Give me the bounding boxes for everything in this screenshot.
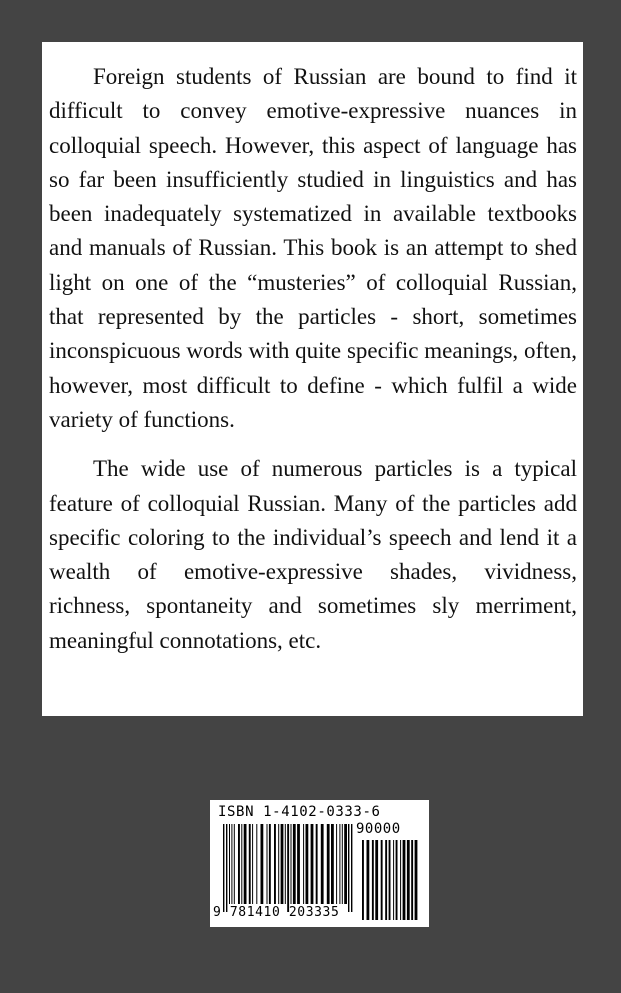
barcode-bar <box>342 824 343 904</box>
barcode-bar <box>316 824 318 904</box>
barcode-bar <box>231 824 232 904</box>
barcode-bar <box>234 824 235 904</box>
barcode-bar <box>411 840 413 920</box>
description-paragraph-2: The wide use of numerous particles is a typical feature of colloquial Russian. Many of the particles add specific coloring to the individual’s speech and lend it a wealth of emotive-expressive shades, vividness, richness, spontaneity and sometimes sly merriment, meaningful connotations, etc. <box>49 456 577 653</box>
barcode-bar <box>223 824 224 912</box>
barcode-bar <box>407 840 410 920</box>
barcode-bar <box>403 840 406 920</box>
barcode-bar <box>285 824 286 904</box>
barcode-bar <box>306 824 309 904</box>
barcode-bar <box>375 840 378 920</box>
barcode-bar <box>249 824 251 904</box>
barcode-bar <box>389 840 391 920</box>
barcode-bar <box>252 824 253 904</box>
barcode-bar <box>269 824 271 904</box>
barcode-bar <box>287 824 289 912</box>
description-paragraph-1: Foreign students of Russian are bound to find it difficult to convey emotive-expressive nuances in colloquial speech. However, this aspect of language has so far been insufficiently studied in linguistics and has been inadequately systematized in available textbooks and manuals of Russian. This book is an attempt to shed light on one of the “musteries” of colloquial Russian, that represented by the particles - short, sometimes inconspicuous words with quite specific meanings, often, however, most difficult to define - which fulfil a wide variety of functions. <box>49 64 577 432</box>
barcode-bar <box>311 824 314 904</box>
barcode-bar <box>344 824 347 904</box>
barcode-bar <box>229 824 230 904</box>
barcode-bar <box>281 824 284 904</box>
barcode-bar <box>303 824 304 904</box>
barcode-bar <box>339 824 340 904</box>
isbn-label: ISBN 1-4102-0333-6 <box>218 804 381 820</box>
barcode-bar <box>278 824 279 904</box>
barcode-bar <box>241 824 242 904</box>
barcode-bar <box>396 840 398 920</box>
barcode-bar <box>348 824 349 912</box>
barcode-bar <box>293 824 296 904</box>
barcode-bar <box>244 824 247 904</box>
barcode-bar <box>336 824 337 904</box>
price-addon-number: 90000 <box>356 821 401 837</box>
description-panel <box>42 42 583 716</box>
barcode-bar <box>256 824 257 904</box>
barcode-bar <box>267 824 268 904</box>
barcode-bar <box>297 824 300 904</box>
barcode-bar <box>362 840 364 920</box>
barcode-bar <box>381 840 383 920</box>
barcode-bar <box>261 824 264 904</box>
barcode-bar <box>291 824 292 904</box>
barcode-bar <box>327 824 330 904</box>
barcode-bar <box>351 824 352 912</box>
barcode-bar <box>385 840 387 920</box>
barcode-bar <box>331 824 334 904</box>
barcode-bar <box>393 840 394 920</box>
barcode-bar <box>274 824 276 904</box>
barcode-bar <box>372 840 374 920</box>
isbn-barcode <box>210 800 429 927</box>
barcode-bar <box>238 824 240 904</box>
barcode-bar <box>226 824 227 912</box>
barcode-bar <box>321 824 324 904</box>
barcode-bar <box>400 840 401 920</box>
ean-number: 9 781410 203335 <box>213 905 340 920</box>
barcode-bar <box>367 840 370 920</box>
barcode-bar <box>415 840 418 920</box>
